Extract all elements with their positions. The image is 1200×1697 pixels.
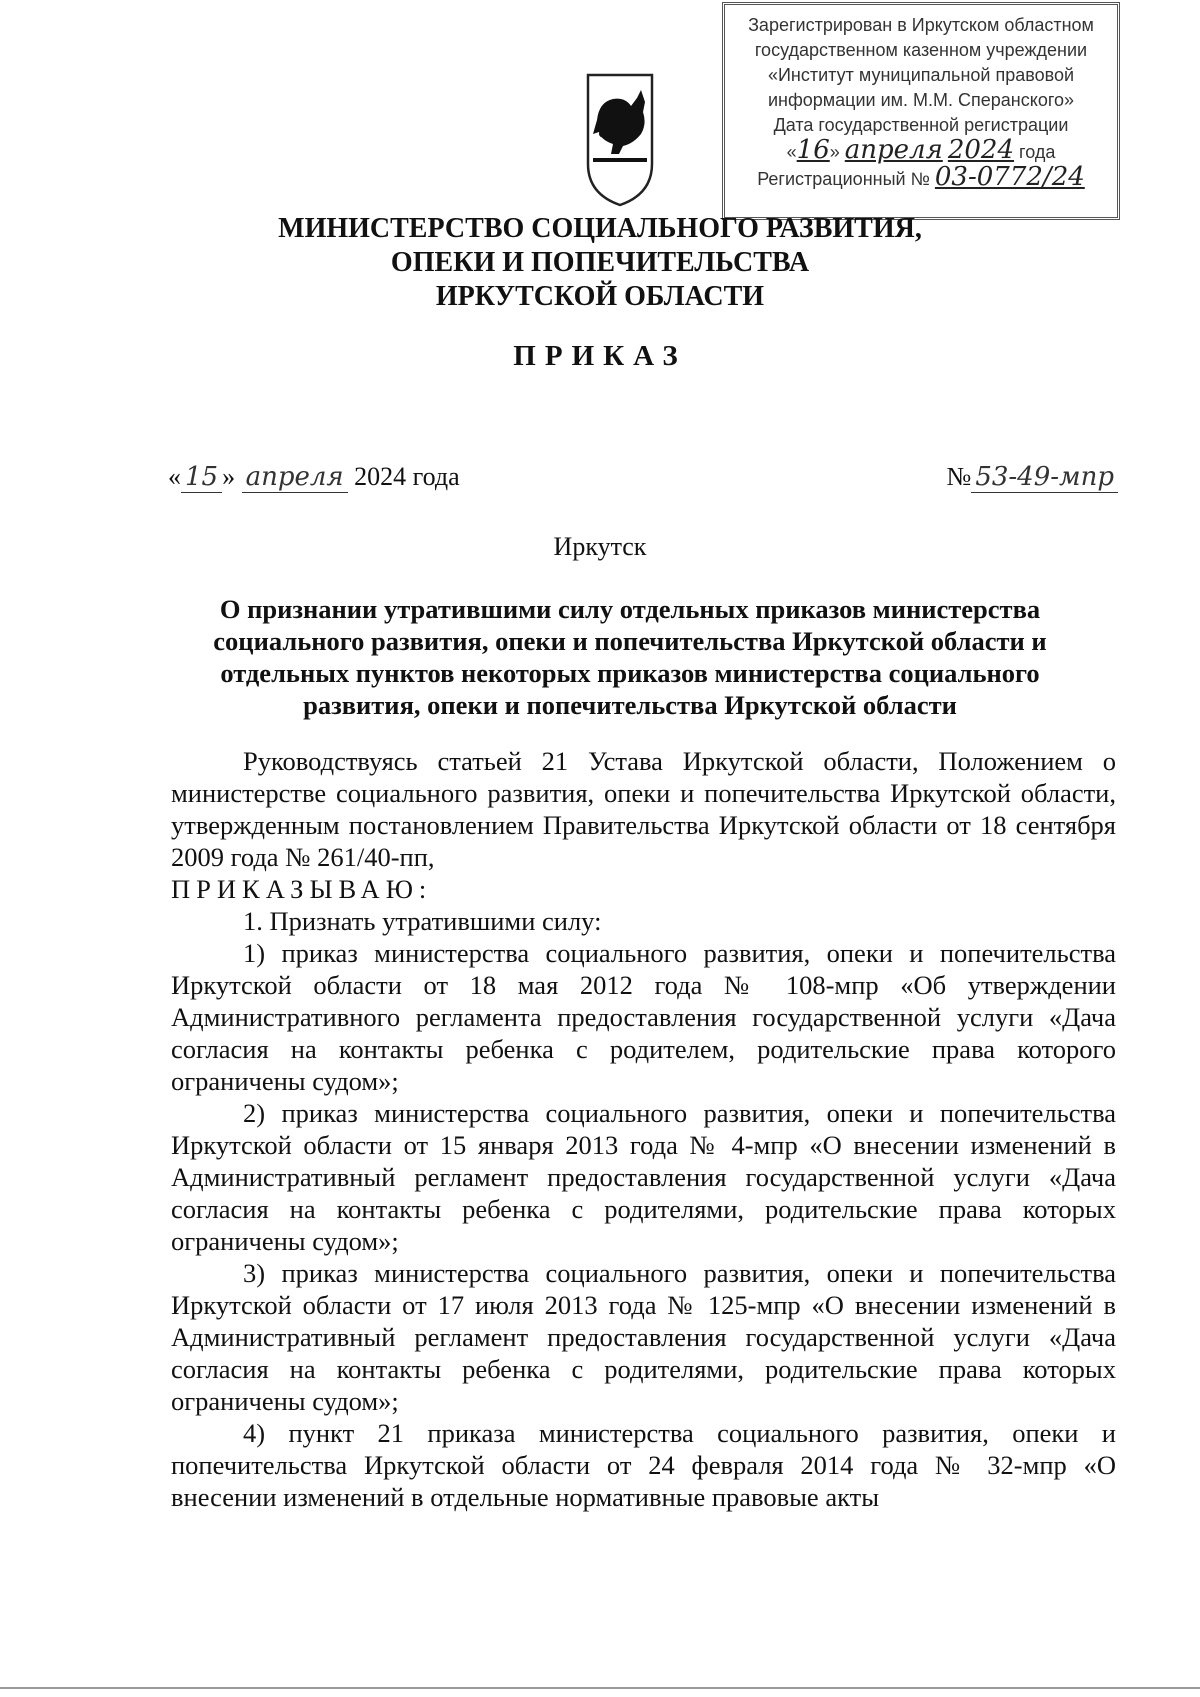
order-day: 15 [181, 462, 222, 493]
ministry-line-2: ОПЕКИ И ПОПЕЧИТЕЛЬСТВА [390, 247, 810, 278]
list-item: 4) пункт 21 приказа министерства социального развития, опеки и попечительства Иркутской области от 24 февраля 2014 года № 32-мпр «О внесении изменений в отдельные нормативные правовые акты [171, 1418, 1116, 1512]
stamp-reg-label: Регистрационный № [757, 169, 930, 189]
ministry-line-3: ИРКУТСКОЙ ОБЛАСТИ [435, 281, 765, 312]
order-month: апреля [242, 462, 348, 493]
stamp-reg-row [725, 162, 1117, 192]
document-heading: О признании утратившими силу отдельных приказов министерства социального развития, опеки и попечительства Иркутской области и отдельных пунктов некоторых приказов министерства социального развития, опеки и попечительства Иркутской области [213, 594, 1047, 720]
stamp-date-row: «16» апреля 2024 года [786, 135, 1056, 165]
command-word: ПРИКАЗЫВАЮ: [171, 874, 433, 904]
page-bottom-rule [0, 1687, 1200, 1689]
stamp-month: апреля [844, 135, 943, 165]
order-number-value: 53-49-мпр [971, 462, 1118, 493]
order-date: « 15 » апреля 2024 года [168, 462, 460, 492]
stamp-year-suffix: года [1019, 142, 1056, 162]
stamp-reg-number: 03-0772/24 [934, 162, 1085, 192]
stamp-year: 2024 [947, 135, 1015, 165]
stamp-line-5: Дата государственной регистрации [773, 115, 1069, 135]
registration-stamp [722, 2, 1120, 220]
order-number-prefix: № [946, 462, 972, 491]
coat-of-arms-icon [585, 72, 655, 208]
clause-1: 1. Признать утратившими силу: [243, 906, 602, 936]
list-item: 3) приказ министерства социального развития, опеки и попечительства Иркутской области от 17 июля 2013 года № 125-мпр «О внесении изменений в Административный регламент предоставления государственной услуги «Дача согласия на контакты ребенка с родителями, родительские права которых ограничены судом»; [171, 1258, 1116, 1416]
stamp-line-1: Зарегистрирован в Иркутском областном [748, 15, 1094, 35]
order-year: 2024 года [354, 462, 460, 491]
stamp-line-2: государственном казенном учреждении [754, 40, 1088, 60]
ministry-line-1: МИНИСТЕРСТВО СОЦИАЛЬНОГО РАЗВИТИЯ, [278, 213, 922, 244]
list-item: 1) приказ министерства социального развития, опеки и попечительства Иркутской области от 18 мая 2012 года № 108-мпр «Об утверждении Административного регламента предоставления государственной услуги «Дача согласия на контакты ребенка с родителем, родительские права которого ограничены судом»; [171, 938, 1116, 1096]
document-body [171, 745, 1116, 1513]
intro-paragraph: Руководствуясь статьей 21 Устава Иркутской области, Положением о министерстве социального развития, опеки и попечительства Иркутской области, утвержденным постановлением Правительства Иркутской области от 18 сентября 2009 года № 261/40-пп, [171, 746, 1116, 872]
order-number [947, 462, 1119, 492]
list-item: 2) приказ министерства социального развития, опеки и попечительства Иркутской области от 15 января 2013 года № 4-мпр «О внесении изменений в Административный регламент предоставления государственной услуги «Дача согласия на контакты ребенка с родителями, родительские права которых ограничены судом»; [171, 1098, 1116, 1256]
stamp-line-4: информации им. М.М. Сперанского» [767, 90, 1075, 110]
ministry-header [150, 212, 1050, 314]
order-title: ПРИКАЗ [513, 340, 687, 372]
stamp-day: 16 [796, 135, 830, 165]
stamp-line-3: «Институт муниципальной правовой [767, 65, 1075, 85]
city-name: Иркутск [553, 532, 647, 561]
